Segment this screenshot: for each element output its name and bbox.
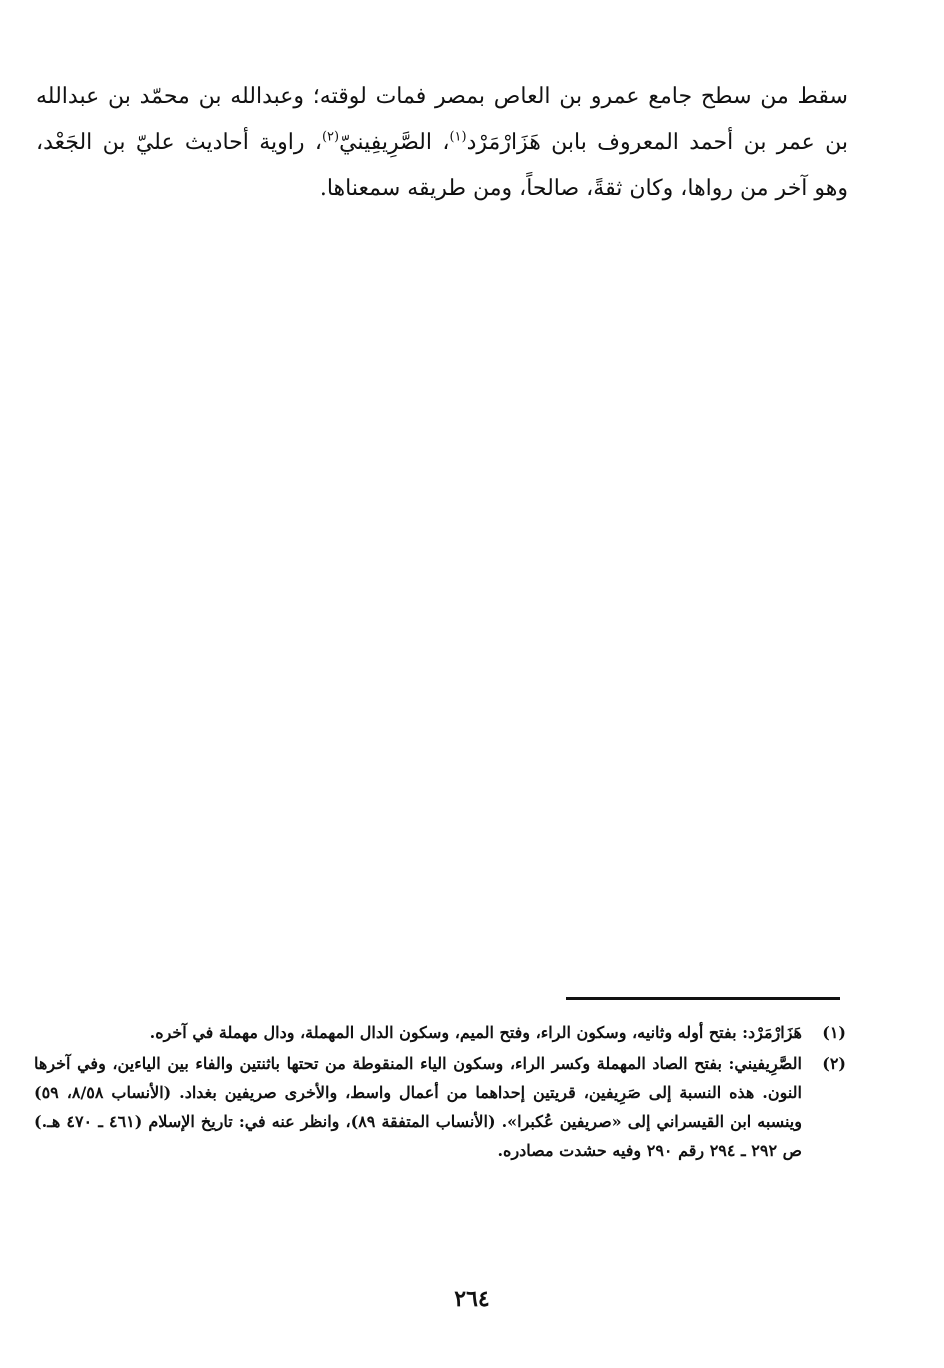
- body-text-part-1: سقط من سطح جامع عمرو بن العاص بمصر فمات لوقته؛ وعبدالله بن محمّد بن عبدالله بن عمر بن أحمد المعروف بابن هَزَارْمَرْد: [36, 84, 848, 155]
- body-text-part-3: ، راوية أحاديث عليّ بن الجَعْد، وهو آخر من رواها، وكان ثقةً، صالحاً، ومن طريقه سمعناها.: [36, 130, 848, 201]
- body-text-part-2: ، الصَّرِيفِينيّ: [339, 130, 450, 155]
- body-paragraph: [36, 74, 848, 212]
- footnote-number: (٢): [822, 1054, 846, 1073]
- footnote-reference-2: (٢): [321, 129, 340, 145]
- footnotes: [34, 1018, 846, 1167]
- footnote-reference-1: (١): [449, 129, 467, 145]
- footnote-1: [34, 1018, 846, 1047]
- footnote-divider: [566, 997, 840, 1000]
- footnote-text: الصَّرِيفيني: بفتح الصاد المهملة وكسر الراء، وسكون الياء المنقوطة من تحتها باثنتين والفاء بين الياءين، وفي آخرها النون. هذه النسبة إلى صَرِيفين، قريتين إحداهما من أعمال واسط، والأخرى صريفين بغداد. (الأنساب ٨/٥٨، ٥٩) وينسبه ابن القيسراني إلى «صريفين عُكبرا». (الأنساب المتفقة ٨٩)، وانظر عنه في: تاريخ الإسلام (٤٦١ ـ ٤٧٠ هـ.) ص ٢٩٢ ـ ٢٩٤ رقم ٢٩٠ وفيه حشدت مصادره.: [34, 1054, 802, 1160]
- body-text: [36, 74, 848, 212]
- footnote-text: هَزَارْمَرْد: بفتح أوله وثانيه، وسكون الراء، وفتح الميم، وسكون الدال المهملة، ودال مهملة في آخره.: [149, 1023, 802, 1042]
- footnote-2: [34, 1049, 846, 1165]
- page-number: ٢٦٤: [454, 1286, 490, 1312]
- footnote-number: (١): [822, 1023, 846, 1042]
